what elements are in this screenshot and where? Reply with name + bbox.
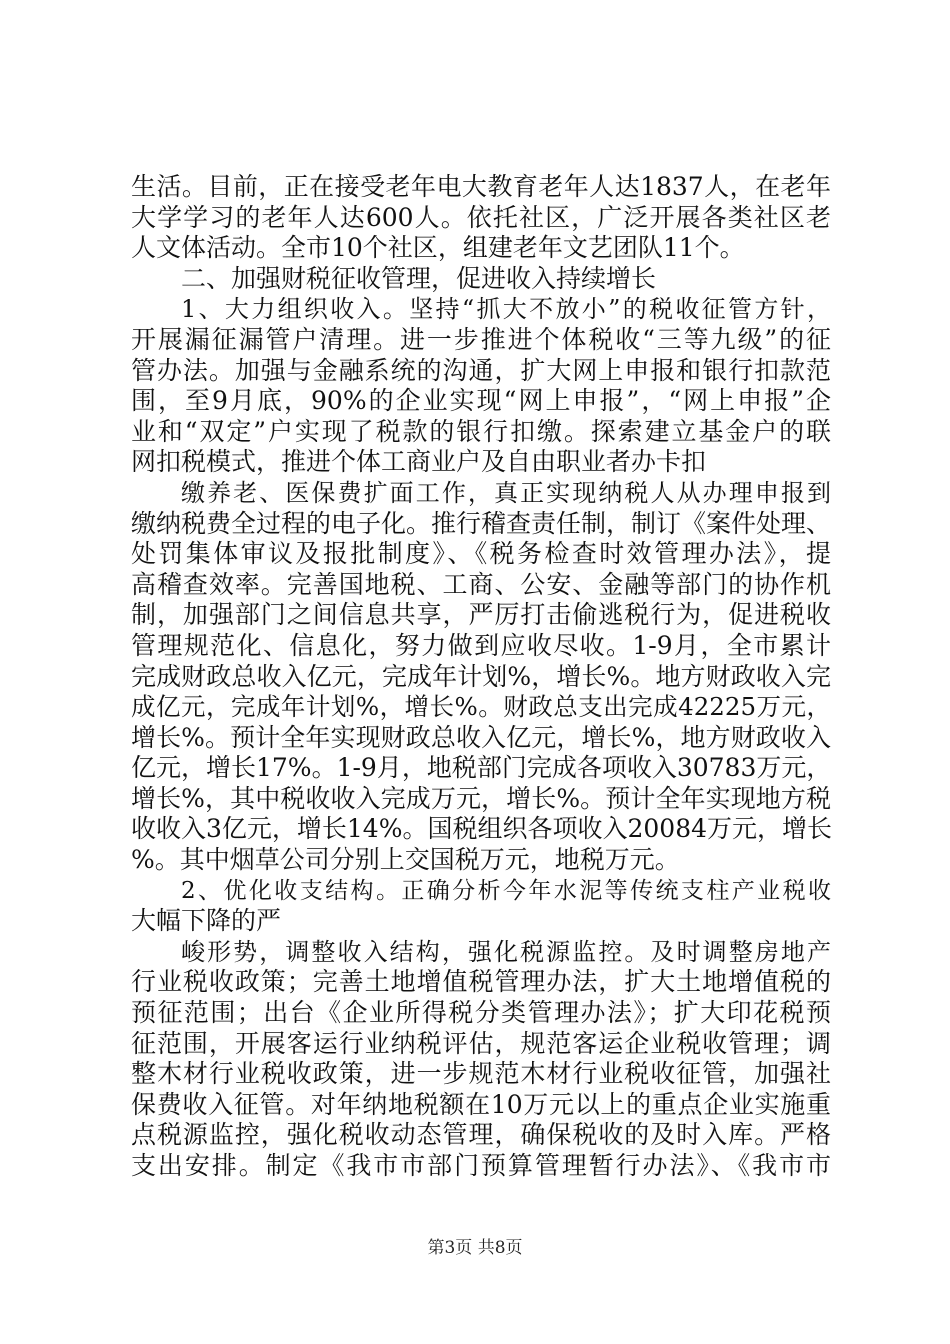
text-line: 保费收入征管。对年纳地税额在10万元以上的重点企业实施重 xyxy=(131,1089,831,1119)
text-line: 1、大力组织收入。坚持“抓大不放小”的税收征管方针， xyxy=(181,295,831,324)
text-line: 管办法。加强与金融系统的沟通，扩大网上申报和银行扣款范 xyxy=(131,355,831,385)
text-line: 收收入3亿元，增长14%。国税组织各项收入20084万元，增长 xyxy=(131,814,833,844)
text-line: 增长%。预计全年实现财政总收入亿元，增长%，地方财政收入 xyxy=(131,722,831,752)
body-text xyxy=(131,172,831,1182)
text-line: 完成财政总收入亿元，完成年计划%，增长%。地方财政收入完 xyxy=(131,661,831,691)
text-line: 高稽查效率。完善国地税、工商、公安、金融等部门的协作机 xyxy=(131,569,831,599)
text-line: 制，加强部门之间信息共享，严厉打击偷逃税行为，促进税收 xyxy=(131,600,831,630)
text-line: 缴养老、医保费扩面工作，真正实现纳税人从办理申报到 xyxy=(181,478,831,507)
text-line: 预征范围；出台《企业所得税分类管理办法》；扩大印花税预 xyxy=(131,998,831,1028)
text-line: 整木材行业税收政策，进一步规范木材行业税收征管，加强社 xyxy=(131,1059,831,1089)
text-line: 生活。目前，正在接受老年电大教育老年人达1837人，在老年 xyxy=(131,172,831,201)
text-line: %。其中烟草公司分别上交国税万元，地税万元。 xyxy=(131,845,680,875)
text-line: 支出安排。制定《我市市部门预算管理暂行办法》、《我市市 xyxy=(131,1151,831,1180)
text-line: 开展漏征漏管户清理。进一步推进个体税收“三等九级”的征 xyxy=(131,324,831,354)
text-line: 峻形势，调整收入结构，强化税源监控。及时调整房地产 xyxy=(181,937,831,966)
text-line: 亿元，增长17%。1-9月，地税部门完成各项收入30783万元， xyxy=(131,753,832,783)
text-line: 大幅下降的严 xyxy=(131,906,282,936)
text-line: 围，至9月底，90%的企业实现“网上申报”，“网上申报”企 xyxy=(131,386,831,416)
text-line: 网扣税模式，推进个体工商业户及自由职业者办卡扣 xyxy=(131,447,707,477)
text-line: 征范围，开展客运行业纳税评估，规范客运企业税收管理；调 xyxy=(131,1028,831,1058)
page-footer: 第3页 共8页 xyxy=(427,1238,523,1258)
text-line: 2、优化收支结构。正确分析今年水泥等传统支柱产业税收 xyxy=(181,877,831,904)
text-line: 增长%，其中税收收入完成万元，增长%。预计全年实现地方税 xyxy=(131,783,831,813)
text-line: 大学学习的老年人达600人。依托社区，广泛开展各类社区老 xyxy=(131,202,831,232)
text-line: 管理规范化、信息化，努力做到应收尽收。1-9月，全市累计 xyxy=(131,630,831,660)
text-line: 缴纳税费全过程的电子化。推行稽查责任制，制订《案件处理、 xyxy=(131,508,832,538)
text-line: 点税源监控，强化税收动态管理，确保税收的及时入库。严格 xyxy=(131,1120,831,1150)
text-line: 业和“双定”户实现了税款的银行扣缴。探索建立基金户的联 xyxy=(131,416,831,446)
text-line: 二、加强财税征收管理，促进收入持续增长 xyxy=(181,263,657,293)
text-line: 处罚集体审议及报批制度》、《税务检查时效管理办法》，提 xyxy=(131,539,831,569)
text-line: 成亿元，完成年计划%，增长%。财政总支出完成42225万元， xyxy=(131,692,831,722)
text-line: 人文体活动。全市10个社区，组建老年文艺团队11个。 xyxy=(131,233,745,263)
text-line: 行业税收政策；完善土地增值税管理办法，扩大土地增值税的 xyxy=(131,967,831,997)
